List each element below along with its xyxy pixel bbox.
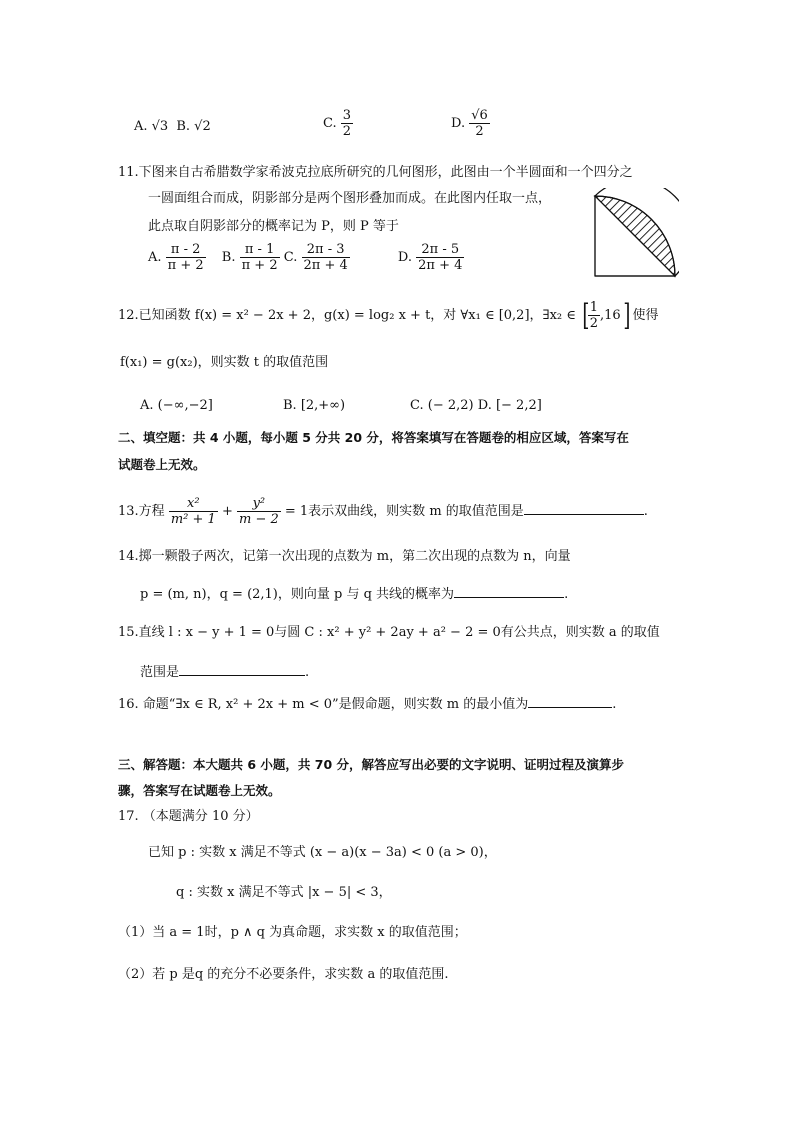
section3-heading-line1: 三、解答题：本大题共 6 小题，共 70 分，解答应写出必要的文字说明、证明过程及演算步 <box>118 757 625 772</box>
q17-p-condition: 已知 p : 实数 x 满足不等式 (x − a)(x − 3a) < 0 (a > 0)， <box>148 845 497 860</box>
q14-answer-blank[interactable] <box>454 584 564 598</box>
q13-answer-blank[interactable] <box>524 501 644 515</box>
q11-line3: 此点取自阴影部分的概率记为 P，则 P 等于 <box>148 219 399 234</box>
q17-part1: （1）当 a = 1时，p ∧ q 为真命题，求实数 x 的取值范围； <box>118 925 467 940</box>
q10-option-c: C. $\frac{3}{2}$ <box>323 108 352 139</box>
q15-answer-blank[interactable] <box>179 662 305 676</box>
section2-heading-line1: 二、填空题：共 4 小题，每小题 5 分共 20 分，将答案填写在答题卷的相应区域，答案写在 <box>118 430 629 445</box>
q10-option-b: B. √2 <box>176 119 211 134</box>
q16-answer-blank[interactable] <box>528 694 612 708</box>
q11-option-c: C. $\frac{2\pi - 3}{2\pi + 4}$ <box>283 242 348 273</box>
q12-option-b: B. [2,+∞) <box>283 398 346 413</box>
q17-title: 17. （本题满分 10 分） <box>118 809 259 824</box>
hippocrates-lune-figure <box>589 188 679 288</box>
q16-line: 16. 命题“∃x ∈ R, x² + 2x + m < 0”是假命题，则实数 m 的最小值为 . <box>118 694 616 714</box>
section3-heading-line2: 骤，答案写在试题卷上无效。 <box>118 783 281 798</box>
q12-line1: 12.已知函数 f(x) = x² − 2x + 2，g(x) = log₂ x + t，对 ∀x₁ ∈ [0,2]，∃x₂ ∈ [ $\frac{1}{2}$ ,16] 使得 <box>118 297 659 333</box>
q14-line1: 14.掷一颗骰子两次，记第一次出现的点数为 m，第二次出现的点数为 n，向量 <box>118 549 571 564</box>
q17-part2: （2）若 p 是q 的充分不必要条件，求实数 a 的取值范围. <box>118 967 449 982</box>
q12-option-a: A. (−∞,−2] <box>140 398 213 413</box>
q10-options <box>134 118 211 136</box>
q13-line: 13.方程 $\frac{\text{x²}}{\text{m² + 1}}$ + $\frac{\text{y²}}{m - 2}$ = 1表示双曲线，则实数 m 的取值范围是 . <box>118 496 648 527</box>
q11-option-a: A. $\frac{\pi - 2}{\pi + 2}$ <box>148 242 204 273</box>
q10-option-a: A. √3 <box>134 119 169 134</box>
q12-line2: f(x₁) = g(x₂)，则实数 t 的取值范围 <box>120 355 329 370</box>
q10-option-d: D. $\frac{√6}{2}$ <box>451 108 488 139</box>
section2-heading-line2: 试题卷上无效。 <box>118 457 206 472</box>
q12-option-c: C. (− 2,2) <box>410 398 474 413</box>
q11-option-d: D. $\frac{2\pi - 5}{2\pi + 4}$ <box>397 242 463 273</box>
q11-option-b: B. $\frac{\pi - 1}{\pi + 2}$ <box>221 242 278 273</box>
q17-q-condition: q : 实数 x 满足不等式 |x − 5| < 3， <box>176 885 392 900</box>
lune-diagram <box>589 188 679 284</box>
q11-line2: 一圆面组合而成，阴影部分是两个图形叠加而成。在此图内任取一点， <box>148 191 552 206</box>
q11-line1: 11.下图来自古希腊数学家希波克拉底所研究的几何图形，此图由一个半圆面和一个四分之 <box>118 165 633 180</box>
q15-line2: 范围是 . <box>140 662 309 682</box>
q12-option-cd <box>410 397 542 415</box>
q11-options <box>148 242 464 273</box>
q15-line1: 15.直线 l : x − y + 1 = 0与圆 C : x² + y² + 2ay + a² − 2 = 0有公共点，则实数 a 的取值 <box>118 625 660 640</box>
q12-option-d: D. [− 2,2] <box>477 398 542 413</box>
q14-line2: p = (m, n)，q = (2,1)，则向量 p 与 q 共线的概率为 . <box>140 584 568 604</box>
